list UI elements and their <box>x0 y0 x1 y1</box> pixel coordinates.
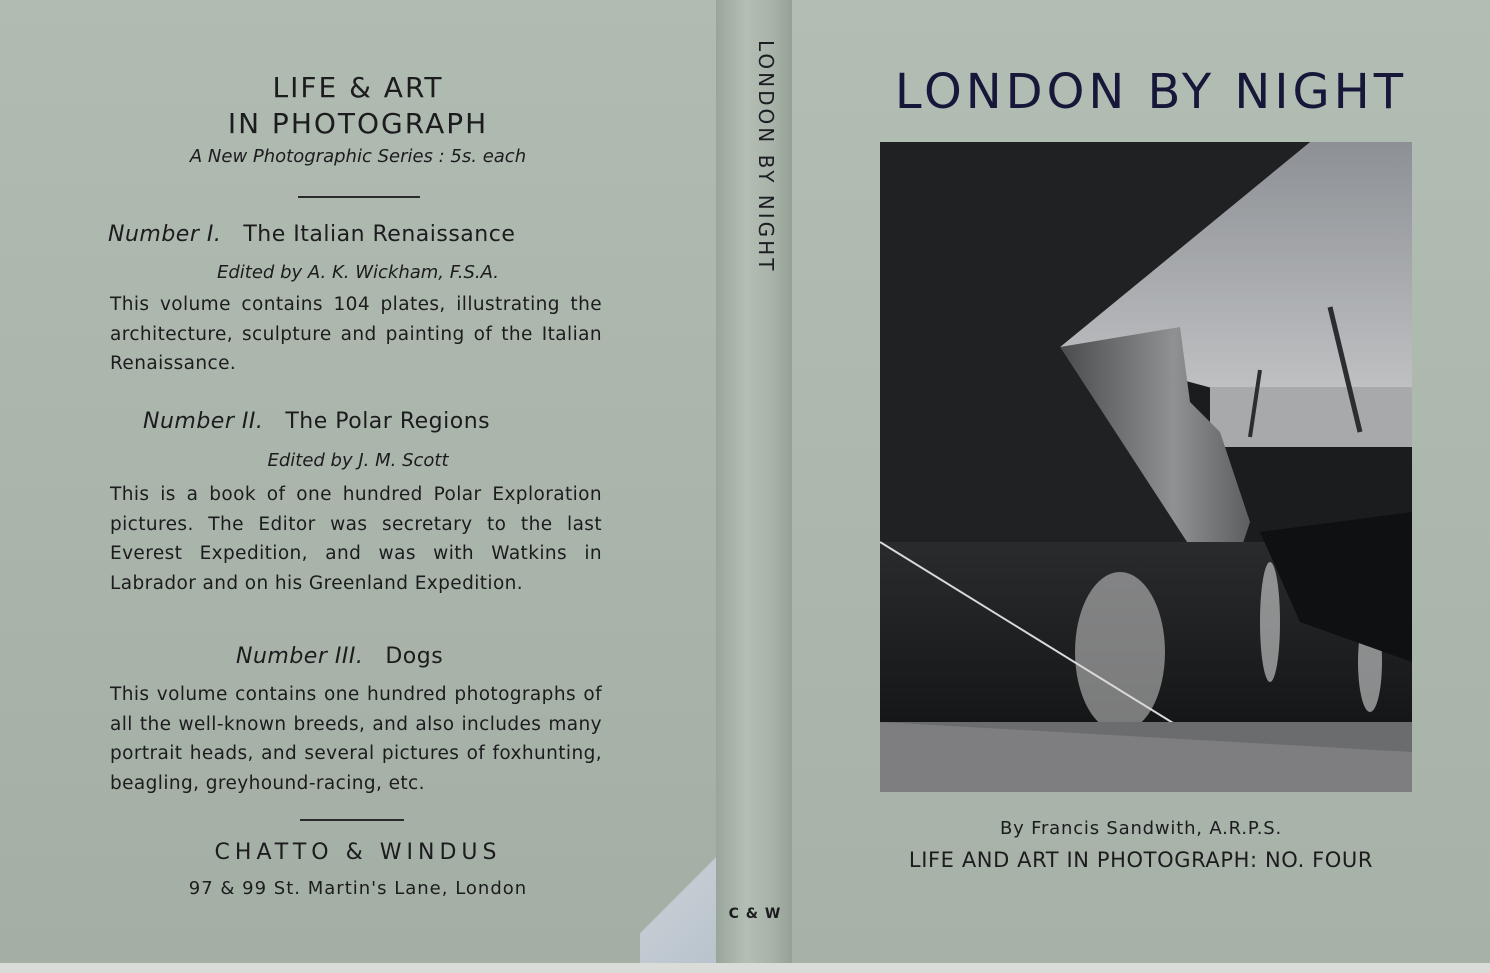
front-title: LONDON BY NIGHT <box>894 64 1408 120</box>
volume-2-editor: Edited by J. M. Scott <box>267 450 449 471</box>
page-bottom-edge <box>0 963 1490 973</box>
series-title-line1: LIFE & ART <box>272 71 444 104</box>
volume-3-description: This volume contains one hundred photographs of all the well-known breeds, and also includes many portrait heads, and several pictures of foxhunting, beagling, greyhound-racing, etc. <box>110 684 602 794</box>
series-title-line2: IN PHOTOGRAPH <box>227 107 489 140</box>
publisher-name: CHATTO & WINDUS <box>214 840 502 865</box>
volume-2-description: This is a book of one hundred Polar Exploration pictures. The Editor was secretary to the last Everest Expedition, and was with Watkins in Labrador and on his Greenland Expedition. <box>110 484 602 594</box>
series-title <box>0 70 716 142</box>
cover-photograph <box>880 142 1412 792</box>
series-number-line: LIFE AND ART IN PHOTOGRAPH: NO. FOUR <box>908 848 1374 872</box>
volume-1-title: The Italian Renaissance <box>243 222 516 247</box>
volume-2-title: The Polar Regions <box>285 409 491 434</box>
divider-rule-bottom <box>300 819 404 821</box>
volume-1-heading <box>108 222 515 247</box>
spine-title: LONDON BY NIGHT <box>754 40 778 274</box>
series-subtitle: A New Photographic Series : 5s. each <box>189 146 527 167</box>
volume-3-heading <box>236 644 443 669</box>
volume-1-editor: Edited by A. K. Wickham, F.S.A. <box>216 262 500 283</box>
spine-publisher-mark: C & W <box>728 906 782 922</box>
volume-2-heading <box>143 409 490 434</box>
volume-2-number: Number II. <box>143 409 264 434</box>
volume-1-number: Number I. <box>108 222 222 247</box>
volume-3-number: Number III. <box>236 644 364 669</box>
divider-rule-top <box>298 196 420 198</box>
author-byline: By Francis Sandwith, A.R.P.S. <box>1000 818 1282 839</box>
publisher-address: 97 & 99 St. Martin's Lane, London <box>188 878 528 899</box>
volume-1-description: This volume contains 104 plates, illustrating the architecture, sculpture and painting of the Italian Renaissance. <box>110 294 602 374</box>
night-dock-photo <box>880 142 1412 792</box>
volume-3-title: Dogs <box>385 644 444 669</box>
